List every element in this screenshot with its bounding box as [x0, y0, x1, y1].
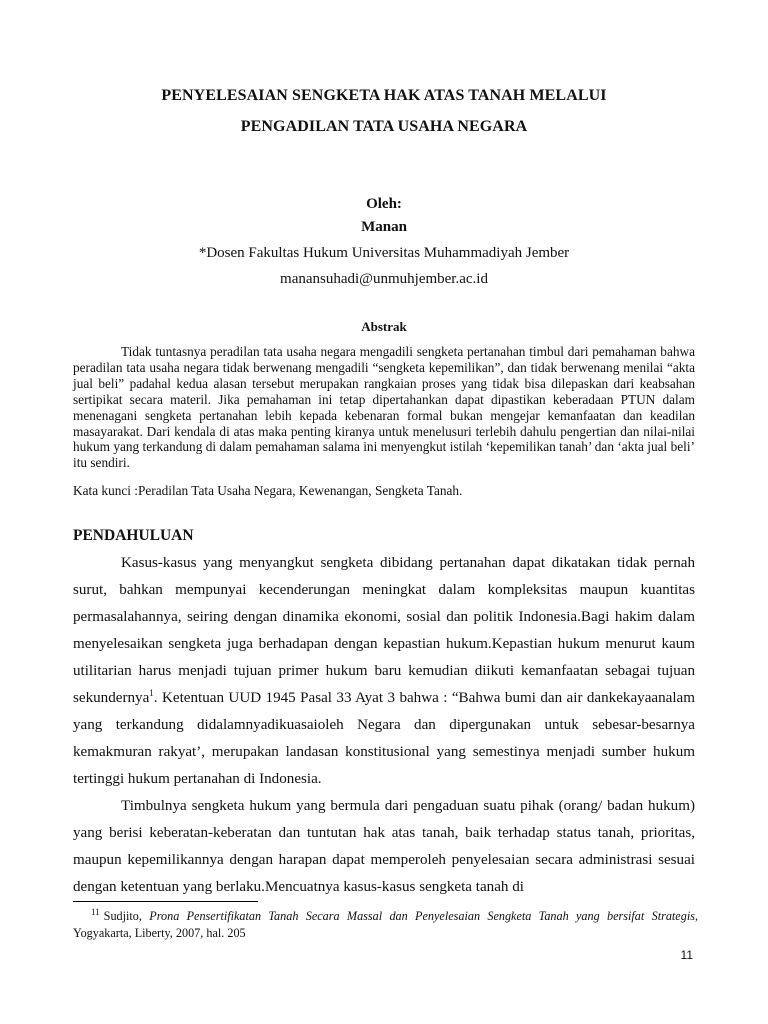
abstract-body: [73, 344, 695, 471]
abstract-heading: Abstrak: [361, 319, 407, 334]
body-text: [73, 550, 695, 901]
paragraph-1-text: Kasus-kasus yang menyangkut sengketa dibidang pertanahan dapat dikatakan tidak pernah surut, bahkan mempunyai kecenderungan meningkat dalam kompleksitas maupun kuantitas permasalahannya, seiring dengan dinamika ekonomi, sosial dan politik Indonesia.Bagi hakim dalam menyelesaikan sengketa juga berhadapan dengan kepastian hukum.Kepastian hukum menurut kaum utilitarian harus menjadi tujuan primer hukum baru kemudian diikuti kemanfaatan sebagai tujuan sekundernya: [73, 555, 695, 706]
footnote-divider: [73, 901, 258, 902]
byline-label: Oleh:: [366, 196, 402, 212]
title-line-2: PENGADILAN TATA USAHA NEGARA: [240, 118, 528, 135]
keywords: Kata kunci :Peradilan Tata Usaha Negara, Kewenangan, Sengketa Tanah.: [73, 483, 463, 498]
author-email: manansuhadi@unmuhjember.ac.id: [280, 271, 488, 287]
author-affiliation: *Dosen Fakultas Hukum Universitas Muhammadiyah Jember: [198, 245, 570, 261]
footnote-marker: 1: [149, 687, 154, 698]
footnote: $^{11}$ Sudjito, Prona Pensertifikatan Tanah Secara Massal dan Penyelesaian Sengketa Tanah yang bersifat Strategis, Yogyakarta, Liberty, 2007, hal. 205: [73, 906, 698, 940]
paragraph-1-text-continued: . Ketentuan UUD 1945 Pasal 33 Ayat 3 bahwa : “Bahwa bumi dan air dankekayaanalam yang terkandung didalamnyadikuasaioleh Negara dan dipergunakan untuk sebesar-besarnya kemakmuran rakyat’, merupakan landasan konstitusional yang semestinya menjadi sumber hukum tertinggi hukum pertanahan di Indonesia.: [73, 690, 695, 787]
footnote-title: Prona Pensertifikatan Tanah Secara Massal dan Penyelesaian Sengketa Tanah yang bersifat Strategis: [149, 909, 695, 923]
author-name: Manan: [361, 219, 407, 235]
title-line-1: PENYELESAIAN SENGKETA HAK ATAS TANAH MELALUI: [161, 87, 607, 104]
footnote-publisher: , Yogyakarta, Liberty, 2007, hal. 205: [73, 909, 698, 940]
paragraph-2: Timbulnya sengketa hukum yang bermula dari pengaduan suatu pihak (orang/ badan hukum) yang berisi keberatan-keberatan dan tuntutan hak atas tanah, baik terhadap status tanah, prioritas, maupun kepemilikannya dengan harapan dapat memperoleh penyelesaian secara administrasi sesuai dengan ketentuan yang berlaku.Mencuatnya kasus-kasus sengketa tanah di: [73, 798, 695, 895]
section-heading: PENDAHULUAN: [73, 527, 194, 544]
page-number: 11: [680, 948, 693, 962]
footnote-author: Sudjito,: [103, 909, 150, 923]
abstract-paragraph: Tidak tuntasnya peradilan tata usaha negara mengadili sengketa pertanahan timbul dari pemahaman bahwa peradilan tata usaha negara tidak berwenang mengadili “sengketa kepemilikan”, dan tidak berwenang menilai “akta jual beli” padahal kedua alasan tersebut merupakan rangkaian proses yang tidak bisa dilepaskan dari keabsahan sertipikat secara materil. Jika pemahaman ini tetap dipertahankan dapat dipastikan keberadaan PTUN dalam menenagani sengketa pertanahan lebih kepada kebenaran formal bukan mengejar kemanfaatan dan keadilan masayarakat. Dari kendala di atas maka penting kiranya untuk menelusuri terlebih dahulu pengertian dan nilai-nilai hukum yang terkandung di dalam pemahaman salama ini menyengkut istilah ‘kepemilikan tanah’ dan ‘akta jual beli’ itu sendiri.: [73, 344, 695, 471]
paragraph-1: [73, 550, 695, 793]
